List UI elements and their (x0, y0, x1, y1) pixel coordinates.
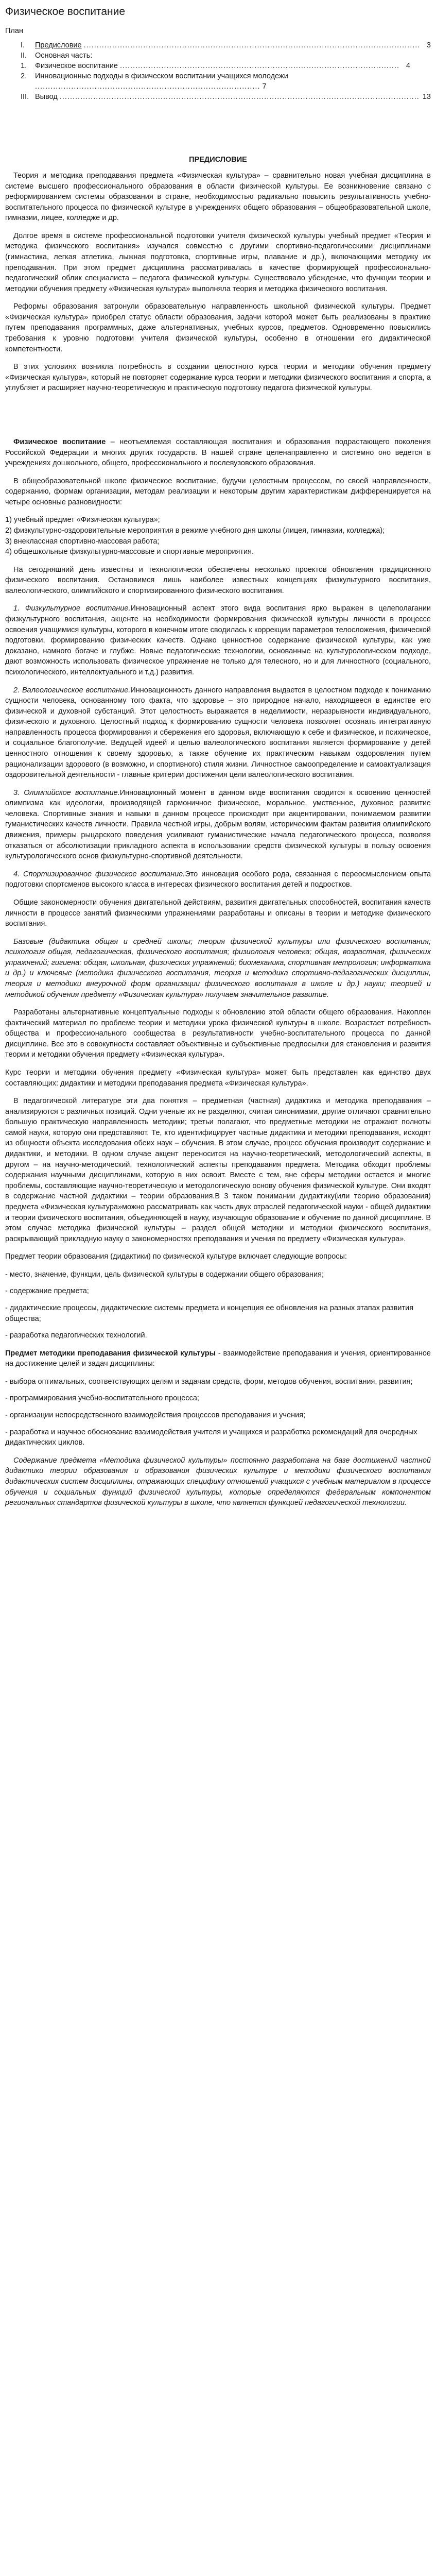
subject-list (5, 1269, 431, 1341)
concept-paragraph (5, 603, 431, 677)
plan-heading: План (5, 26, 23, 35)
toc-item-number: 1. (21, 62, 27, 71)
preface-paragraph: Долгое время в системе профессиональной подготовки учителя физической культуры учебный предмет «Теория и методика физического воспитания» изучался совместно с другими спортивно-педагогическими дисциплинами (гимнастика, легкая атлетика, лыжная подготовка, спортивные игры, плавание и др.), включающими методику их преподавания. При этом предмет дисциплина рассматривалась в качестве формирующей профессионально-педагогический облик специалиста – педагога физической культуры. Существовало убеждение, что функции теории и методики обучения предмету «Физическая культура» выполняла теория и методика физического воспитания. (5, 231, 431, 293)
page-break-space (5, 401, 431, 437)
section-intro-text: – неотъемлемая составляющая воспитания и образования подрастающего поколения Российской Федерации и многих других государств. В нашей стране целенаправленно и системно оно ведется в учреждениях дошкольного, общего, профессионального и послевузовского образования. (5, 437, 431, 468)
toc-item-label: Основная часть: (35, 52, 93, 60)
concept-paragraph (5, 685, 431, 781)
body-paragraph: Базовые (дидактика общая и средней школы; теория физической культуры или физического воспитания; психология общая, педагогическая, физического воспитания; физиология человека; общая, возрастная, физических упражнений; гигиена: общая, школьная, физических упражнений; биомеханика, спортивная метрология; информатика и др.) и ключевые (методика физического воспитания, теория и методика спортивно-педагогических дисциплин, теория и методики внеурочной форм организации физического воспитания в школе и др.) науки; теорией и методикой обучения предмету «Физическая культура» получаем значительное развитие. (5, 937, 431, 999)
toc-item-innovations[interactable] (21, 71, 431, 81)
method-text: - взаимодействие преподавания и учения, ориентированное на достижение целей и задач дисциплины: (5, 1349, 431, 1368)
preface-paragraph: Реформы образования затронули образовательную направленность школьной физической культуры. Предмет «Физическая культура» приобрел статус области образования, задачи которой может быть реализованы в практике путем преподавания программных, даже альтернативных, учебных курсов, предметов. Одновременно повысились требования к уровню подготовки учителя физической культуры, особенно в отношении его дидактической компетентности. (5, 302, 431, 353)
concept-title: 2. Валеологическое воспитание. (13, 686, 131, 694)
concept-title: 1. Физкультурное воспитание. (13, 604, 131, 613)
toc-leader-dots: ....................................................................................... (35, 82, 260, 91)
list-item: 2) физкультурно-оздоровительные мероприятия в режиме учебного дня школы (лицея, гимназии, колледжа); (5, 527, 385, 535)
preface-heading: ПРЕДИСЛОВИЕ (189, 156, 247, 164)
method-title: Предмет методики преподавания физической культуры (5, 1349, 216, 1358)
list-item: 3) внеклассная спортивно-массовая работа; (5, 537, 160, 546)
toc-item-physical-education[interactable] (21, 61, 431, 71)
toc-item-label: Вывод (35, 93, 58, 101)
toc-item-preface[interactable] (21, 40, 431, 50)
method-list (5, 1377, 431, 1448)
concept-text: Инновационный момент в данном виде воспитания сводится к освоению ценностей олимпизма как идеологии, производящей гармоничное физическое, моральное, умственное, духовное развитие человека. Спортивные знания и навыки в данном процессе происходит при акцентировании, понимаемом развитии гуманистических качеств личности. Правила честной игры, добрым волям, историческим фактам развития олимпийского движения, примеры рыцарского поведения усиливают гуманистические начала педагогического процесса, позволяя отказаться от абсолютизации прикладного аспекта в использовании средств физической культуры в пользу освоения культурологического основ физкультурно-спортивной деятельности. (5, 788, 431, 861)
toc-item-number: III. (21, 93, 29, 101)
body-paragraph: Разработаны альтернативные концептуальные подходы к обновлению этой области общего образования. Накоплен фактический материал по проблеме теории и методики урока физической культуры в школе. Возрастает потребность общества и профессионального сообщества в результативности учебно-воспитательного процесса по данной дисциплине. Все это в совокупности составляет объективные и субъективные предпосылки для становления и развития теории и методики обучения предмету «Физическая культура». (5, 1008, 431, 1059)
toc-page-number: 4 (406, 62, 410, 71)
concept-text: Это инновация особого рода, связанная с переосмыслением опыта подготовки спортсменов высокого класса в интересах физического воспитания детей и подростков. (5, 870, 431, 889)
types-list (5, 515, 431, 557)
list-item: 1) учебный предмет «Физическая культура»; (5, 516, 160, 524)
toc-page-number: 13 (422, 93, 431, 101)
concept-text: Инновационность данного направления выдается в целостном подходе к пониманию сущности человека, основанному того факта, что здоровье – это природное начало, находящееся в единстве его физической и духовной субстанций. Этот целостность выражается в неделимости, неразрывности индивидуального, физического и духовного. Целостный подход к формированию сущности человека позволяет осознать интегративную направленность процесса формирования и сбережения его здоровья, включающую к себе и физическое, и психическое, и социальное благополучие. Ведущей идеей и целью валеологического воспитания является формирование у детей ценностного отношения к своему здоровью, а также обучение их практическим навыкам оздоровления путем рационализации здорового (в возможно, и спортивного) стиля жизни. Личностное самоопределение и самоактуализация оздоровительной деятельности - главные критерии достижения цели валеологического воспитания. (5, 686, 431, 779)
list-item: - место, значение, функции, цель физической культуры в содержании общего образования; (5, 1270, 324, 1279)
toc-page-number: 3 (426, 41, 431, 50)
toc-leader-dots (120, 61, 399, 72)
toc-item-label: Физическое воспитание (35, 62, 118, 71)
toc-item-number: II. (21, 52, 27, 60)
toc-item-label: Предисловие (35, 41, 82, 50)
concepts-paragraph: На сегодняшний день известны и технологически обеспечены несколько проектов обновления традиционного физического воспитания. Остановимся лишь наиболее известных концепциях физкультурного воспитания, валеологического, олимпийского и спортизированного физического воспитания. (5, 565, 431, 595)
subject-intro-paragraph: Предмет теории образования (дидактики) по физической культуре включает следующие вопросы: (5, 1252, 347, 1261)
toc-item-number: 2. (21, 72, 27, 81)
term-physical-education: Физическое воспитание (13, 437, 106, 446)
list-item: - организации непосредственного взаимодействия процессов преподавания и учения; (5, 1411, 306, 1420)
toc-page-number: 7 (262, 82, 267, 91)
list-item: - выбора оптимальных, соответствующих целям и задачам средств, форм, методов обучения, воспитания, развития; (5, 1377, 413, 1386)
method-paragraph (5, 1348, 431, 1369)
concept-title: 4. Спортизированное физическое воспитание. (13, 870, 185, 878)
toc-item-label: Инновационные подходы в физическом воспитании учащихся молодежи (35, 72, 288, 81)
list-item: - разработка педагогических технологий. (5, 1331, 147, 1340)
final-paragraph: Содержание предмета «Методика физической культуры» постоянно разработана на базе достижений частной дидактики теории образования и образования физических культуре и методики физического воспитания дидактических систем дисциплины, отражающих специфику отношений учащихся с учебным материалом в процессе обучения и социальных функций физической культуры, которые определяются федеральным компонентом региональных стандартов физической культуры в школе, что является функцией педагогической технологии. (5, 1456, 431, 1507)
toc-item-number: I. (21, 41, 25, 50)
types-intro-paragraph: В общеобразовательной школе физическое воспитание, будучи целостным процессом, по своей направленности, содержанию, формам организации, методам реализации и некоторым другим характеристикам дифференцируется на четыре основные разновидности: (5, 477, 431, 506)
list-item: - разработка и научное обоснование взаимодействия учителя и учащихся и разработка рекомендаций для очередных дидактических циклов. (5, 1428, 417, 1447)
toc-item-main-part[interactable] (21, 50, 431, 61)
preface-paragraph: Теория и методика преподавания предмета «Физическая культура» – сравнительно новая учебная дисциплина в системе высшего профессионального образования в области физической культуры. Ее возникновение связано с реформированием системы образования в стране, необходимостью радикально повысить результативность учебно-воспитательного процесса по физической культуре в учреждениях общего образования – общеобразовательной школе, гимназии, лицее, колледже и др. (5, 171, 431, 223)
table-of-contents (21, 40, 431, 102)
concept-paragraph (5, 788, 431, 862)
body-paragraph: Общие закономерности обучения двигательной действиям, развития двигательных способностей, воспитания качеств личности в процессе занятий физическими упражнениями разработаны и описаны в теории и методике физического воспитания. (5, 898, 431, 928)
list-item: - содержание предмета; (5, 1287, 89, 1296)
list-item: - дидактические процессы, дидактические системы предмета и концепция ее обновления на разных этапах развития общества; (5, 1304, 414, 1323)
list-item: 4) общешкольные физкультурно-массовые и спортивные мероприятия. (5, 548, 254, 556)
list-item: - программирования учебно-воспитательного процесса; (5, 1394, 199, 1403)
preface-paragraph: В этих условиях возникла потребность в создании целостного курса теории и методики обучения предмету «Физическая культура», который не повторяет содержание курса теории и методики физического воспитания и спорта, а углубляет и расширяет научно-теоретическую и практическую подготовку педагога физической культуры. (5, 363, 431, 393)
body-paragraph: В педагогической литературе эти два понятия – предметная (частная) дидактика и методика преподавания – анализируются с различных позиций. Одни ученые их не разделяют, считая синонимами, другие отличают сравнительно большую практическую направленность методики; третьи полагают, что предметные методики не отражают полноты самой науки, которую они представляют. Те, кто идентифицирует частные дидактики и методики преподавания, исходят из общности объекта исследования обеих наук – обучения. В этом случае, процесс обучения производит содержание и дидактики, и методики. В одном случае акцент переносится на научно-теоретический, методологический аспекты, в другом – на научно-методический, технологический аспекты преподавания предмета. Методика обходит проблемы содержания научными дисциплинами, которую в них освоит. Вместе с тем, вне сферы методики остается и многие проблемы, составляющие научно-теоретическую и методологическую основу обучения физической культуре. Они входят в содержание частной дидактики – теории образования.В 3 таком понимании дидактику(или теорию образования) предмета «Физическая культура»можно рассматривать как часть двух отраслей педагогической науки - общей дидактики и теории физического воспитания, объединяющей в науку, изучающую образование и обучение по данной дисциплине. В этом случае методика физической культуры – раздел общей методики и методики физического воспитания, раскрывающий прикладную науку о закономерностях преподавания и учения по предмету «Физическая культура». (5, 1097, 431, 1243)
page-break-space (5, 102, 431, 151)
toc-item-conclusion[interactable] (21, 92, 431, 102)
concept-paragraph (5, 869, 431, 890)
concept-text: Инновационный аспект этого вида воспитания ярко выражен в целеполагании физкультурного воспитания, акценте на необходимости формирования физической культуры личности в процессе освоения учащимися культуры, которого в конечном итоге сводилась к коррекции параметров телосложения, физической подготовки, формированию физических качеств. Однако ценностное содержание физической культуры, как уже доказано, намного богаче и глубже. Новые педагогические технологии, основанные на культурологическом подходе, дают возможность использовать физическое упражнение не только для телесного, но и для личностного (социального, психологического, интеллектуального и т.д.) развития. (5, 604, 431, 676)
section-intro-paragraph (5, 437, 431, 469)
toc-leader-dots (84, 40, 420, 51)
toc-leader-dots (60, 92, 420, 103)
body-paragraph: Курс теории и методики обучения предмету «Физическая культура» может быть представлен как единство двух составляющих: дидактики и методики преподавания предмета «Физическая культура». (5, 1069, 431, 1088)
document-title: Физическое воспитание (5, 6, 126, 18)
concept-title: 3. Олимпийское воспитание. (13, 788, 120, 797)
toc-item-innovations-continued (21, 81, 431, 92)
